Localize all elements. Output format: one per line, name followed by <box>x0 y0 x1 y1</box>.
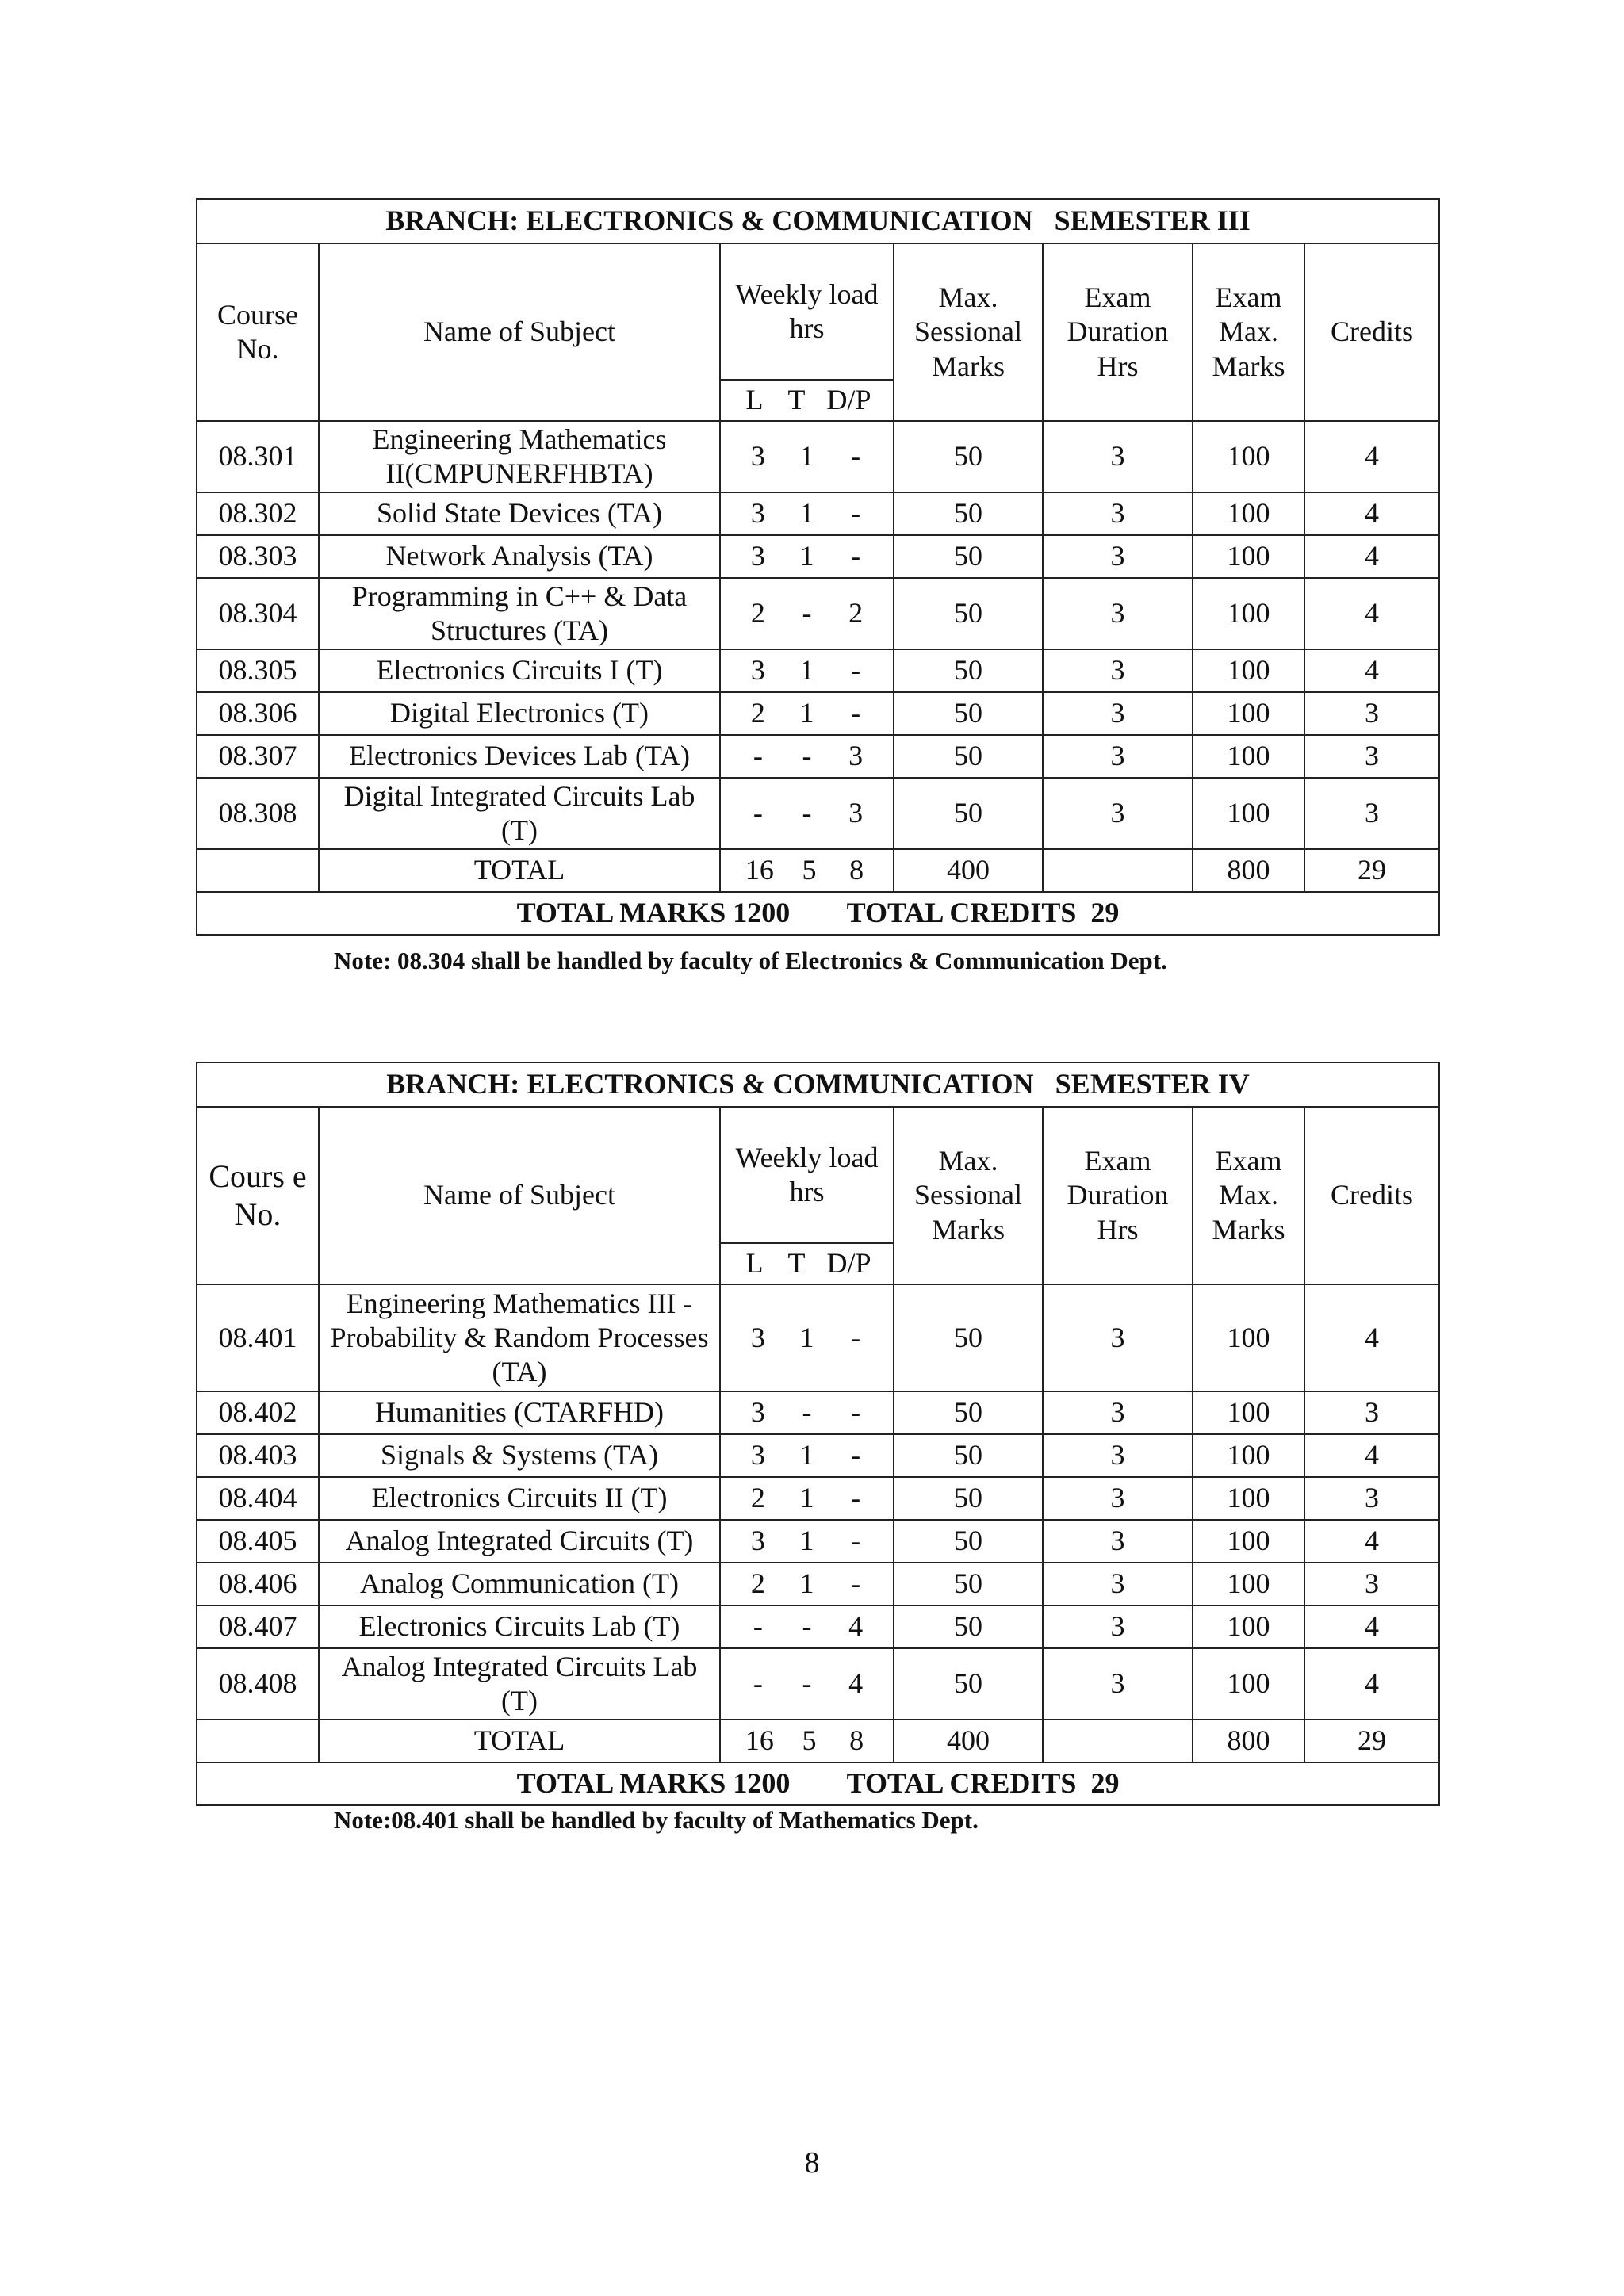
course-row <box>197 421 1439 492</box>
credits: 4 <box>1304 578 1439 649</box>
credits: 4 <box>1304 1520 1439 1563</box>
load <box>726 439 888 473</box>
header-duration: Exam Duration Hrs <box>1043 243 1193 421</box>
credits: 4 <box>1304 421 1439 492</box>
course-row <box>197 649 1439 692</box>
load-t: 1 <box>799 654 814 687</box>
total-load-t: 5 <box>802 1724 817 1757</box>
load-t: - <box>802 797 812 829</box>
load-l: - <box>753 797 763 829</box>
exam-max-marks: 100 <box>1193 649 1304 692</box>
course-number: 08.406 <box>197 1563 319 1605</box>
subject-name: Network Analysis (TA) <box>319 535 720 578</box>
course-number: 08.307 <box>197 735 319 778</box>
load <box>726 1667 888 1701</box>
credits: 4 <box>1304 1605 1439 1648</box>
credits: 4 <box>1304 1284 1439 1391</box>
subject-name: Engineering Mathematics III - Probability & Random Processes (TA) <box>319 1284 720 1391</box>
credits: 4 <box>1304 649 1439 692</box>
exam-max-marks: 100 <box>1193 1477 1304 1520</box>
total-blank <box>197 1720 319 1762</box>
subject-name: Digital Integrated Circuits Lab (T) <box>319 778 720 849</box>
load-l: 3 <box>750 654 765 687</box>
total-load-p: 8 <box>849 854 864 886</box>
exam-max-marks: 100 <box>1193 778 1304 849</box>
header-course-no: Cours e No. <box>197 1107 319 1284</box>
header-max-marks: Exam Max. Marks <box>1193 243 1304 421</box>
exam-max-marks: 100 <box>1193 735 1304 778</box>
subject-name: Electronics Circuits II (T) <box>319 1477 720 1520</box>
course-row <box>197 1284 1439 1391</box>
header-row <box>197 1107 1439 1243</box>
load <box>726 596 888 630</box>
load-l: 3 <box>750 1439 765 1471</box>
sessional-marks: 50 <box>894 1563 1043 1605</box>
sessional-marks: 50 <box>894 1648 1043 1720</box>
course-row <box>197 735 1439 778</box>
exam-duration: 3 <box>1043 492 1193 535</box>
weekly-load <box>720 535 894 578</box>
course-row <box>197 1477 1439 1520</box>
summary-row <box>197 1762 1439 1805</box>
load-p: - <box>851 540 861 572</box>
exam-duration: 3 <box>1043 1477 1193 1520</box>
header-subject: Name of Subject <box>319 1107 720 1284</box>
sessional-marks: 50 <box>894 492 1043 535</box>
credits: 3 <box>1304 1563 1439 1605</box>
course-number: 08.402 <box>197 1391 319 1434</box>
load-p: 4 <box>848 1667 864 1700</box>
course-number: 08.404 <box>197 1477 319 1520</box>
exam-duration: 3 <box>1043 778 1193 849</box>
total-duration <box>1043 849 1193 892</box>
load-p: - <box>851 440 861 473</box>
summary-totals: TOTAL MARKS 1200 TOTAL CREDITS 29 <box>197 1762 1439 1805</box>
load-t: - <box>802 1396 812 1429</box>
load-p: - <box>851 697 861 729</box>
load-p: - <box>851 654 861 687</box>
total-load-l: 16 <box>745 1724 774 1757</box>
total-load-l: 16 <box>745 854 774 886</box>
exam-max-marks: 100 <box>1193 421 1304 492</box>
header-weekly-load: Weekly load hrs <box>720 243 894 380</box>
subject-name: Engineering Mathematics II(CMPUNERFHBTA) <box>319 421 720 492</box>
sessional-marks: 50 <box>894 1434 1043 1477</box>
load <box>726 1438 888 1472</box>
header-ltp <box>720 380 894 421</box>
sessional-marks: 50 <box>894 1391 1043 1434</box>
total-load-t: 5 <box>802 854 817 886</box>
credits: 4 <box>1304 492 1439 535</box>
sessional-marks: 50 <box>894 1284 1043 1391</box>
load-t: 1 <box>799 540 814 572</box>
credits: 3 <box>1304 1477 1439 1520</box>
semester-4-note: Note:08.401 shall be handled by faculty of Mathematics Dept. <box>334 1806 979 1834</box>
load-t: 1 <box>799 1482 814 1514</box>
load <box>726 739 888 773</box>
exam-duration: 3 <box>1043 578 1193 649</box>
total-duration <box>1043 1720 1193 1762</box>
load <box>726 696 888 730</box>
course-number: 08.306 <box>197 692 319 735</box>
weekly-load <box>720 421 894 492</box>
course-number: 08.405 <box>197 1520 319 1563</box>
load-p: - <box>851 1321 861 1353</box>
sessional-marks: 50 <box>894 535 1043 578</box>
subject-name: Electronics Circuits I (T) <box>319 649 720 692</box>
load-l: 3 <box>750 440 765 473</box>
course-row <box>197 778 1439 849</box>
weekly-load <box>720 1477 894 1520</box>
exam-duration: 3 <box>1043 1284 1193 1391</box>
subject-name: Humanities (CTARFHD) <box>319 1391 720 1434</box>
exam-duration: 3 <box>1043 535 1193 578</box>
load-l: - <box>753 1667 763 1700</box>
course-number: 08.304 <box>197 578 319 649</box>
load-t: - <box>802 1667 812 1700</box>
credits: 3 <box>1304 735 1439 778</box>
semester-3-note: Note: 08.304 shall be handled by faculty of Electronics & Communication Dept. <box>334 947 1167 974</box>
load-p: - <box>851 1439 861 1471</box>
load-t: - <box>802 740 812 772</box>
weekly-load <box>720 692 894 735</box>
load <box>726 796 888 830</box>
load-l: 2 <box>750 697 765 729</box>
load-t: 1 <box>799 1439 814 1471</box>
load-p: 2 <box>848 597 864 629</box>
sessional-marks: 50 <box>894 1477 1043 1520</box>
header-ltp-label-l: L <box>745 384 764 416</box>
load-t: - <box>802 1610 812 1643</box>
exam-max-marks: 100 <box>1193 1434 1304 1477</box>
title-row <box>197 199 1439 243</box>
load-p: 3 <box>848 740 864 772</box>
weekly-load <box>720 1605 894 1648</box>
total-label: TOTAL <box>319 1720 720 1762</box>
load-p: 3 <box>848 797 864 829</box>
load-p: - <box>851 1396 861 1429</box>
load-l: 2 <box>750 1567 765 1600</box>
weekly-load <box>720 649 894 692</box>
exam-max-marks: 100 <box>1193 1648 1304 1720</box>
load-l: 3 <box>750 497 765 530</box>
weekly-load <box>720 578 894 649</box>
credits: 4 <box>1304 1648 1439 1720</box>
course-number: 08.302 <box>197 492 319 535</box>
header-max-marks: Exam Max. Marks <box>1193 1107 1304 1284</box>
sessional-marks: 50 <box>894 778 1043 849</box>
credits: 3 <box>1304 1391 1439 1434</box>
credits: 4 <box>1304 535 1439 578</box>
load-p: - <box>851 1482 861 1514</box>
load-l: 3 <box>750 1396 765 1429</box>
load <box>726 496 888 530</box>
weekly-load <box>720 735 894 778</box>
load <box>726 1567 888 1601</box>
header-ltp-label <box>726 383 888 417</box>
course-number: 08.303 <box>197 535 319 578</box>
header-weekly-load: Weekly load hrs <box>720 1107 894 1243</box>
course-row <box>197 692 1439 735</box>
load-l: 2 <box>750 1482 765 1514</box>
table-title: BRANCH: ELECTRONICS & COMMUNICATION SEMESTER IV <box>197 1062 1439 1107</box>
sessional-marks: 50 <box>894 649 1043 692</box>
total-load-p: 8 <box>849 1724 864 1757</box>
course-number: 08.301 <box>197 421 319 492</box>
header-ltp-label-l: L <box>745 1247 764 1280</box>
header-row <box>197 243 1439 380</box>
load-p: - <box>851 497 861 530</box>
title-row <box>197 1062 1439 1107</box>
exam-duration: 3 <box>1043 692 1193 735</box>
total-blank <box>197 849 319 892</box>
course-row <box>197 1520 1439 1563</box>
load-l: - <box>753 740 763 772</box>
course-number: 08.401 <box>197 1284 319 1391</box>
header-sessional: Max. Sessional Marks <box>894 1107 1043 1284</box>
semester-3-table <box>196 198 1440 936</box>
load <box>726 1524 888 1558</box>
header-ltp-label-p: D/P <box>826 1247 871 1280</box>
weekly-load <box>720 1284 894 1391</box>
total-sessional: 400 <box>894 1720 1043 1762</box>
subject-name: Analog Integrated Circuits (T) <box>319 1520 720 1563</box>
subject-name: Analog Communication (T) <box>319 1563 720 1605</box>
weekly-load <box>720 1520 894 1563</box>
header-sessional: Max. Sessional Marks <box>894 243 1043 421</box>
weekly-load <box>720 778 894 849</box>
exam-max-marks: 100 <box>1193 1520 1304 1563</box>
load-p: - <box>851 1567 861 1600</box>
weekly-load <box>720 1434 894 1477</box>
load <box>726 1395 888 1429</box>
course-number: 08.308 <box>197 778 319 849</box>
load-p: - <box>851 1525 861 1557</box>
load-t: 1 <box>799 697 814 729</box>
total-sessional: 400 <box>894 849 1043 892</box>
total-max-marks: 800 <box>1193 1720 1304 1762</box>
load-t: 1 <box>799 440 814 473</box>
credits: 3 <box>1304 778 1439 849</box>
subject-name: Signals & Systems (TA) <box>319 1434 720 1477</box>
total-label: TOTAL <box>319 849 720 892</box>
exam-duration: 3 <box>1043 735 1193 778</box>
sessional-marks: 50 <box>894 692 1043 735</box>
load <box>726 653 888 687</box>
load-t: 1 <box>799 1567 814 1600</box>
exam-duration: 3 <box>1043 1391 1193 1434</box>
course-row <box>197 535 1439 578</box>
course-row <box>197 492 1439 535</box>
semester-4-body <box>197 1062 1439 1805</box>
summary-row <box>197 892 1439 935</box>
subject-name: Solid State Devices (TA) <box>319 492 720 535</box>
exam-duration: 3 <box>1043 1563 1193 1605</box>
weekly-load <box>720 1391 894 1434</box>
subject-name: Analog Integrated Circuits Lab (T) <box>319 1648 720 1720</box>
total-load <box>726 1724 888 1758</box>
total-row <box>197 1720 1439 1762</box>
header-ltp-label-t: T <box>787 1247 806 1280</box>
load-t: 1 <box>799 1321 814 1353</box>
total-credits: 29 <box>1304 1720 1439 1762</box>
header-credits: Credits <box>1304 243 1439 421</box>
sessional-marks: 50 <box>894 1605 1043 1648</box>
exam-duration: 3 <box>1043 1648 1193 1720</box>
total-row <box>197 849 1439 892</box>
subject-name: Programming in C++ & Data Structures (TA) <box>319 578 720 649</box>
course-number: 08.407 <box>197 1605 319 1648</box>
load <box>726 1481 888 1515</box>
sessional-marks: 50 <box>894 1520 1043 1563</box>
exam-duration: 3 <box>1043 649 1193 692</box>
course-number: 08.403 <box>197 1434 319 1477</box>
total-load <box>720 1720 894 1762</box>
header-subject: Name of Subject <box>319 243 720 421</box>
total-max-marks: 800 <box>1193 849 1304 892</box>
load-p: 4 <box>848 1610 864 1643</box>
load-t: 1 <box>799 1525 814 1557</box>
load-l: - <box>753 1610 763 1643</box>
header-ltp <box>720 1243 894 1284</box>
course-number: 08.305 <box>197 649 319 692</box>
course-number: 08.408 <box>197 1648 319 1720</box>
exam-duration: 3 <box>1043 1434 1193 1477</box>
header-course-no: Course No. <box>197 243 319 421</box>
exam-max-marks: 100 <box>1193 692 1304 735</box>
exam-max-marks: 100 <box>1193 1284 1304 1391</box>
course-row <box>197 578 1439 649</box>
weekly-load <box>720 1563 894 1605</box>
load-t: - <box>802 597 812 629</box>
exam-max-marks: 100 <box>1193 1563 1304 1605</box>
total-load <box>720 849 894 892</box>
load-l: 3 <box>750 1321 765 1353</box>
header-ltp-label-t: T <box>787 384 806 416</box>
course-row <box>197 1563 1439 1605</box>
header-credits: Credits <box>1304 1107 1439 1284</box>
sessional-marks: 50 <box>894 578 1043 649</box>
course-row <box>197 1434 1439 1477</box>
header-duration: Exam Duration Hrs <box>1043 1107 1193 1284</box>
credits: 3 <box>1304 692 1439 735</box>
exam-duration: 3 <box>1043 1520 1193 1563</box>
load-l: 3 <box>750 1525 765 1557</box>
exam-duration: 3 <box>1043 421 1193 492</box>
sessional-marks: 50 <box>894 735 1043 778</box>
header-ltp-label <box>726 1246 888 1280</box>
subject-name: Electronics Devices Lab (TA) <box>319 735 720 778</box>
weekly-load <box>720 1648 894 1720</box>
subject-name: Electronics Circuits Lab (T) <box>319 1605 720 1648</box>
exam-max-marks: 100 <box>1193 1391 1304 1434</box>
exam-max-marks: 100 <box>1193 492 1304 535</box>
load-t: 1 <box>799 497 814 530</box>
exam-max-marks: 100 <box>1193 578 1304 649</box>
page-number: 8 <box>804 2146 820 2179</box>
load <box>726 1321 888 1355</box>
semester-3-body <box>197 199 1439 935</box>
load <box>726 1609 888 1644</box>
subject-name: Digital Electronics (T) <box>319 692 720 735</box>
exam-duration: 3 <box>1043 1605 1193 1648</box>
load <box>726 539 888 573</box>
load-l: 2 <box>750 597 765 629</box>
exam-max-marks: 100 <box>1193 535 1304 578</box>
semester-4-table <box>196 1062 1440 1806</box>
load-l: 3 <box>750 540 765 572</box>
summary-totals: TOTAL MARKS 1200 TOTAL CREDITS 29 <box>197 892 1439 935</box>
total-credits: 29 <box>1304 849 1439 892</box>
credits: 4 <box>1304 1434 1439 1477</box>
exam-max-marks: 100 <box>1193 1605 1304 1648</box>
table-title: BRANCH: ELECTRONICS & COMMUNICATION SEMESTER III <box>197 199 1439 243</box>
course-row <box>197 1391 1439 1434</box>
course-row <box>197 1648 1439 1720</box>
weekly-load <box>720 492 894 535</box>
header-ltp-label-p: D/P <box>826 384 871 416</box>
total-load <box>726 853 888 887</box>
course-row <box>197 1605 1439 1648</box>
sessional-marks: 50 <box>894 421 1043 492</box>
